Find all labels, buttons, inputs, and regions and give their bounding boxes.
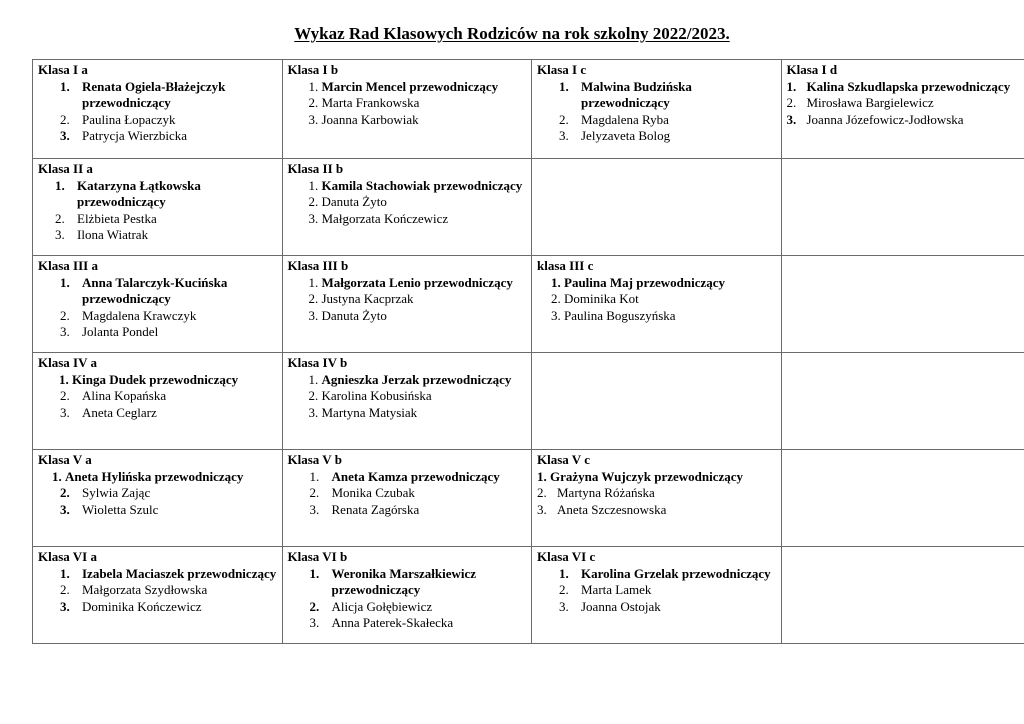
- empty-cell: [532, 353, 782, 450]
- member-name: Dominika Kot: [564, 291, 639, 306]
- class-name: Klasa V a: [38, 452, 92, 467]
- member-list: [38, 469, 277, 519]
- member-name: Danuta Żyto: [321, 307, 387, 323]
- class-name: Klasa I b: [287, 62, 339, 77]
- member-number: 1.: [52, 468, 62, 484]
- class-cell: [33, 450, 283, 547]
- member-name: Elżbieta Pestka: [77, 210, 157, 226]
- class-cell: [33, 159, 283, 256]
- member-name: Ilona Wiatrak: [77, 227, 149, 242]
- table-row: [33, 547, 1024, 644]
- member-list-item: [288, 308, 527, 325]
- member-name: Marta Frankowska: [321, 95, 420, 110]
- member-name: Karolina Kobusińska: [321, 388, 432, 403]
- empty-cell: [781, 450, 1024, 547]
- member-name-chair: Malwina Budzińska przewodniczący: [581, 78, 692, 110]
- member-list: [537, 275, 776, 325]
- member-number: 2.: [60, 111, 70, 127]
- member-number: 3.: [309, 615, 320, 630]
- empty-cell: [781, 256, 1024, 353]
- class-council-table-body: [33, 60, 1024, 644]
- class-name: Klasa I c: [537, 62, 587, 77]
- member-list: [537, 79, 776, 145]
- member-list-item: [537, 502, 776, 519]
- member-number: 1.: [59, 371, 69, 387]
- member-list: [787, 79, 1024, 129]
- member-list: [38, 372, 277, 422]
- member-number: 3.: [60, 128, 70, 143]
- member-name: Joanna Ostojak: [581, 598, 661, 614]
- member-list-item: [787, 112, 1024, 129]
- member-name-chair: Kalina Szkudlapska przewodniczący: [806, 78, 1011, 94]
- member-list-item: [288, 194, 527, 211]
- member-name-chair: Aneta Hylińska przewodniczący: [65, 468, 244, 484]
- member-list-item: [288, 275, 527, 292]
- member-list-item: [537, 112, 776, 129]
- class-name: Klasa V b: [287, 452, 342, 467]
- member-list-item: [288, 405, 527, 422]
- member-list-item: [288, 566, 527, 599]
- class-name: Klasa VI a: [38, 549, 97, 564]
- member-list: [38, 275, 277, 341]
- member-name-chair: Weronika Marszałkiewicz przewodniczący: [331, 565, 477, 597]
- member-number: 2.: [308, 388, 319, 403]
- member-number: 2.: [559, 582, 569, 597]
- class-cell: [282, 60, 532, 159]
- member-name: Magdalena Krawczyk: [82, 307, 197, 323]
- member-list-item: [288, 485, 527, 502]
- class-council-table: [32, 59, 1024, 644]
- member-list-item: [38, 112, 277, 129]
- member-list-item: [38, 469, 277, 486]
- member-list-item: [38, 128, 277, 145]
- table-row: [33, 256, 1024, 353]
- member-name: Paulina Łopaczyk: [82, 111, 176, 127]
- member-list-item: [38, 372, 277, 389]
- class-cell: [282, 256, 532, 353]
- member-name: Alicja Gołębiewicz: [331, 598, 433, 614]
- member-name: Aneta Ceglarz: [82, 404, 157, 420]
- member-number: 3.: [60, 404, 70, 420]
- table-row: [33, 353, 1024, 450]
- member-number: 3.: [55, 227, 65, 242]
- member-number: 2.: [537, 485, 547, 500]
- member-list-item: [537, 582, 776, 599]
- member-list-item: [537, 128, 776, 145]
- member-number: 1.: [786, 78, 797, 94]
- class-cell: [33, 60, 283, 159]
- class-cell: [532, 450, 782, 547]
- member-number: 3.: [308, 210, 319, 226]
- table-row: [33, 159, 1024, 256]
- class-name: Klasa I a: [38, 62, 88, 77]
- member-name: Alina Kopańska: [82, 388, 167, 403]
- empty-cell: [781, 159, 1024, 256]
- member-number: 2.: [60, 582, 70, 597]
- class-name: Klasa IV a: [38, 355, 97, 370]
- class-name: Klasa III b: [287, 258, 349, 273]
- member-name: Danuta Żyto: [321, 194, 387, 209]
- document-title: Wykaz Rad Klasowych Rodziców na rok szkolny 2022/2023.: [294, 24, 730, 43]
- member-number: 1.: [551, 274, 561, 290]
- empty-cell: [781, 547, 1024, 644]
- member-list: [288, 469, 527, 519]
- member-list-item: [537, 469, 776, 486]
- member-list-item: [288, 388, 527, 405]
- class-cell: [33, 353, 283, 450]
- member-number: 3.: [60, 324, 70, 339]
- member-number: 2.: [559, 111, 569, 127]
- member-number: 2.: [55, 210, 65, 226]
- class-name: Klasa I d: [786, 62, 838, 77]
- member-list-item: [38, 308, 277, 325]
- member-number: 2.: [309, 485, 320, 500]
- member-number: 3.: [60, 598, 70, 614]
- member-list: [288, 566, 527, 632]
- member-number: 2.: [60, 485, 70, 500]
- member-list: [38, 178, 277, 244]
- member-list: [288, 372, 527, 422]
- member-list-item: [787, 95, 1024, 112]
- member-list-item: [38, 388, 277, 405]
- member-list-item: [537, 485, 776, 502]
- member-name: Paulina Boguszyńska: [564, 307, 676, 323]
- class-cell: [532, 256, 782, 353]
- member-name-chair: Aneta Kamza przewodniczący: [331, 468, 500, 484]
- member-list-item: [537, 308, 776, 325]
- member-name: Joanna Józefowicz-Jodłowska: [806, 111, 964, 127]
- member-number: 1.: [308, 78, 319, 94]
- member-name: Magdalena Ryba: [581, 111, 669, 127]
- member-list-item: [288, 615, 527, 632]
- class-cell: [282, 547, 532, 644]
- member-number: 3.: [559, 128, 569, 143]
- member-name-chair: Renata Ogiela-Błażejczyk przewodniczący: [82, 78, 226, 110]
- member-name: Jolanta Pondel: [82, 324, 159, 339]
- member-number: 1.: [308, 274, 319, 290]
- member-name-chair: Paulina Maj przewodniczący: [564, 274, 726, 290]
- member-list-item: [787, 79, 1024, 96]
- class-cell: [532, 547, 782, 644]
- member-number: 1.: [537, 468, 547, 484]
- member-number: 1.: [559, 78, 569, 94]
- member-list-item: [537, 566, 776, 583]
- class-name: Klasa IV b: [287, 355, 348, 370]
- member-list: [537, 469, 776, 519]
- member-number: 3.: [309, 501, 320, 517]
- member-number: 1.: [60, 565, 70, 581]
- class-name: Klasa II a: [38, 161, 93, 176]
- member-list-item: [38, 178, 277, 211]
- class-cell: [781, 60, 1024, 159]
- member-name: Małgorzata Kończewicz: [321, 210, 449, 226]
- member-list-item: [288, 291, 527, 308]
- member-list: [288, 178, 527, 228]
- member-list-item: [38, 227, 277, 244]
- member-number: 1.: [559, 565, 569, 581]
- class-name: Klasa II b: [287, 161, 344, 176]
- member-name-chair: Grażyna Wujczyk przewodniczący: [550, 468, 744, 484]
- member-number: 1.: [308, 371, 319, 387]
- member-name-chair: Anna Talarczyk-Kucińska przewodniczący: [82, 274, 228, 306]
- member-name: Mirosława Bargielewicz: [806, 95, 934, 110]
- member-name: Anna Paterek-Skałecka: [331, 615, 454, 630]
- member-number: 3.: [559, 598, 569, 614]
- member-list-item: [537, 275, 776, 292]
- member-name: Joanna Karbowiak: [321, 111, 419, 127]
- member-list-item: [537, 291, 776, 308]
- member-list-item: [38, 79, 277, 112]
- member-number: 1.: [309, 468, 320, 484]
- member-number: 3.: [537, 501, 547, 517]
- class-name: Klasa III a: [38, 258, 98, 273]
- member-number: 2.: [786, 95, 797, 110]
- member-list-item: [38, 405, 277, 422]
- class-cell: [33, 547, 283, 644]
- member-number: 2.: [309, 598, 320, 614]
- member-name: Marta Lamek: [581, 582, 652, 597]
- member-list-item: [38, 211, 277, 228]
- table-row: [33, 450, 1024, 547]
- member-number: 1.: [60, 274, 70, 290]
- member-list-item: [537, 79, 776, 112]
- member-list-item: [288, 211, 527, 228]
- member-name: Justyna Kacprzak: [321, 291, 414, 306]
- member-number: 2.: [551, 291, 561, 306]
- member-number: 2.: [308, 194, 319, 209]
- member-list-item: [38, 599, 277, 616]
- member-name: Sylwia Zając: [82, 485, 151, 500]
- member-name: Małgorzata Szydłowska: [82, 582, 208, 597]
- empty-cell: [532, 159, 782, 256]
- member-name: Aneta Szczesnowska: [557, 501, 667, 517]
- member-number: 1.: [308, 177, 319, 193]
- member-number: 2.: [60, 388, 70, 403]
- member-list-item: [288, 112, 527, 129]
- member-number: 3.: [551, 307, 561, 323]
- member-number: 2.: [308, 291, 319, 306]
- member-number: 1.: [309, 565, 320, 581]
- class-cell: [33, 256, 283, 353]
- member-number: 3.: [786, 111, 797, 127]
- member-list-item: [537, 599, 776, 616]
- member-number: 2.: [60, 307, 70, 323]
- member-list: [38, 79, 277, 145]
- member-list: [288, 79, 527, 129]
- class-cell: [282, 450, 532, 547]
- member-name: Dominika Kończewicz: [82, 598, 202, 614]
- member-number: 3.: [60, 501, 70, 517]
- member-name-chair: Katarzyna Łątkowska przewodniczący: [77, 177, 201, 209]
- member-name: Patrycja Wierzbicka: [82, 128, 187, 143]
- member-name: Wioletta Szulc: [82, 501, 159, 517]
- member-list: [288, 275, 527, 325]
- member-list-item: [38, 566, 277, 583]
- member-number: 1.: [55, 177, 65, 193]
- class-cell: [282, 159, 532, 256]
- member-name-chair: Małgorzata Lenio przewodniczący: [321, 274, 513, 290]
- member-list-item: [38, 485, 277, 502]
- member-list: [537, 566, 776, 616]
- member-name-chair: Agnieszka Jerzak przewodniczący: [321, 371, 512, 387]
- member-name: Martyna Różańska: [557, 485, 655, 500]
- member-name-chair: Marcin Mencel przewodniczący: [321, 78, 499, 94]
- class-name: Klasa VI c: [537, 549, 596, 564]
- member-name: Monika Czubak: [331, 485, 415, 500]
- member-number: 3.: [308, 111, 319, 127]
- member-list-item: [288, 79, 527, 96]
- member-list-item: [288, 372, 527, 389]
- member-list-item: [288, 95, 527, 112]
- member-name-chair: Karolina Grzelak przewodniczący: [581, 565, 771, 581]
- member-list-item: [38, 582, 277, 599]
- member-list-item: [38, 324, 277, 341]
- member-list-item: [38, 275, 277, 308]
- member-name-chair: Kamila Stachowiak przewodniczący: [321, 177, 523, 193]
- member-list-item: [288, 502, 527, 519]
- class-name: Klasa VI b: [287, 549, 348, 564]
- member-list-item: [288, 599, 527, 616]
- class-name: klasa III c: [537, 258, 594, 273]
- member-number: 1.: [60, 78, 70, 94]
- member-number: 2.: [308, 95, 319, 110]
- member-number: 3.: [308, 307, 319, 323]
- member-name: Jelyzaveta Bolog: [581, 128, 671, 143]
- member-name-chair: Izabela Maciaszek przewodniczący: [82, 565, 277, 581]
- class-cell: [532, 60, 782, 159]
- member-list-item: [288, 178, 527, 195]
- member-name-chair: Kinga Dudek przewodniczący: [72, 371, 239, 387]
- member-list-item: [38, 502, 277, 519]
- class-name: Klasa V c: [537, 452, 590, 467]
- member-name: Martyna Matysiak: [321, 404, 418, 420]
- member-number: 3.: [308, 404, 319, 420]
- member-list: [38, 566, 277, 616]
- member-name: Renata Zagórska: [331, 501, 420, 517]
- table-row: [33, 60, 1024, 159]
- member-list-item: [288, 469, 527, 486]
- empty-cell: [781, 353, 1024, 450]
- class-cell: [282, 353, 532, 450]
